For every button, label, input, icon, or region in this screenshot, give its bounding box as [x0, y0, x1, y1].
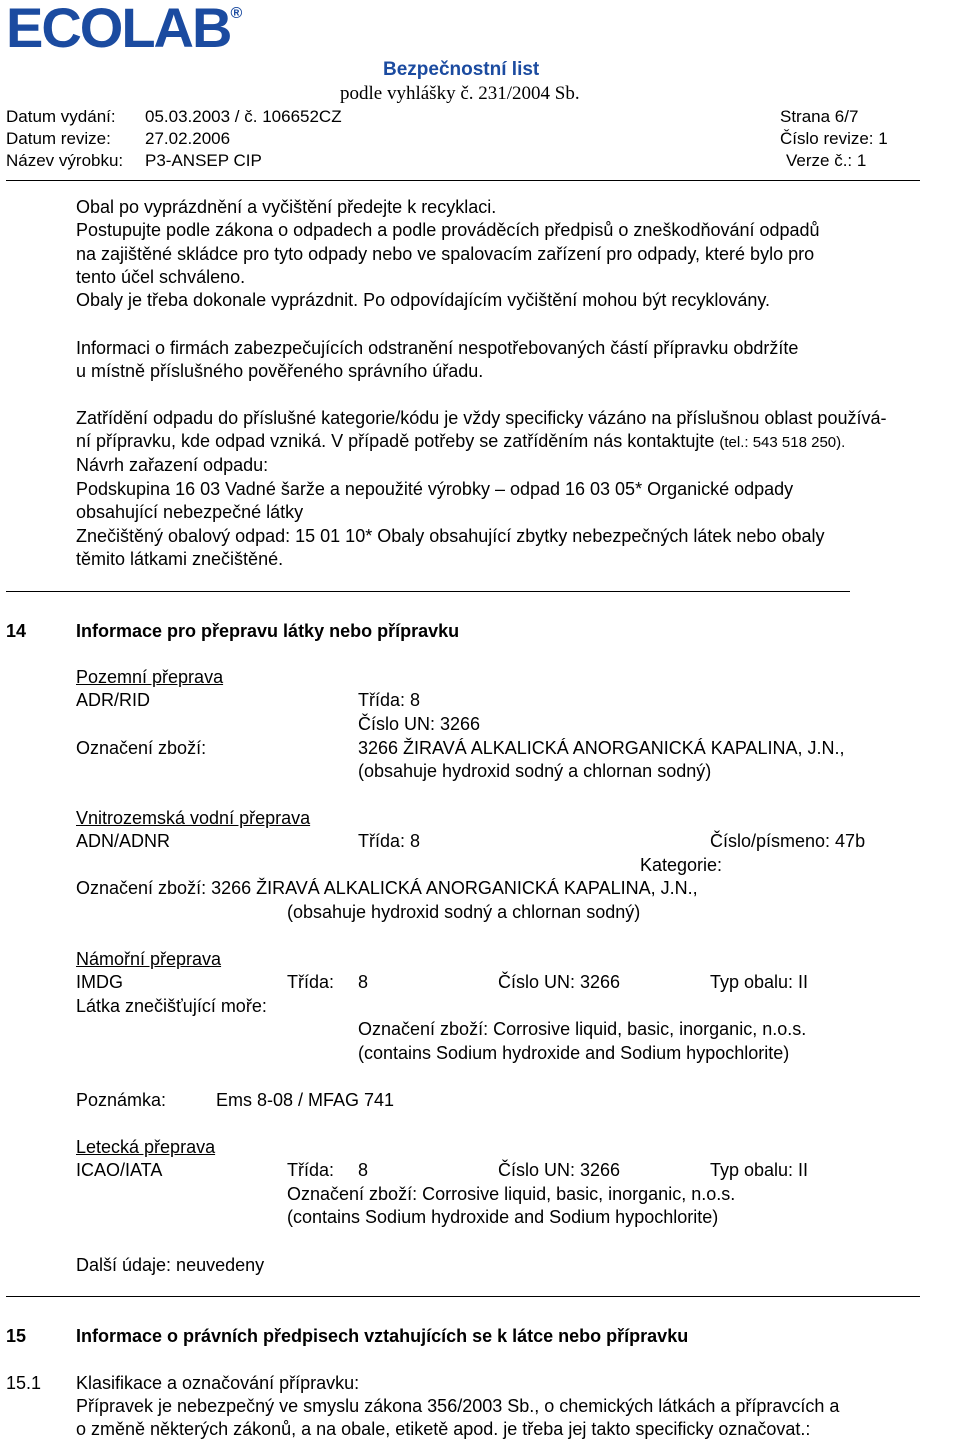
land-goods-label: Označení zboží:	[76, 738, 207, 758]
inland-category: Kategorie:	[640, 855, 723, 875]
disposal-line-3: na zajištěné skládce pro tyto odpady nebo ve spalovacím zařízení pro odpady, které bylo pro	[76, 244, 815, 264]
issue-date-label: Datum vydání:	[6, 107, 116, 126]
regulation-line-2: o změně některých zákonů, a na obale, etiketě apod. je třeba jej takto specificky označovat.:	[76, 1419, 811, 1439]
section-15-title: Informace o právních předpisech vztahujících se k látce nebo přípravku	[76, 1326, 689, 1346]
inland-code: ADN/ADNR	[76, 831, 171, 851]
section-14-number: 14	[6, 621, 27, 641]
regulation-line-1: Přípravek je nebezpečný ve smyslu zákona 356/2003 Sb., o chemických látkách a přípravcích a	[76, 1396, 840, 1416]
info-line-2: u místně příslušného pověřeného správního úřadu.	[76, 361, 484, 381]
sea-transport-heading: Námořní přeprava	[76, 949, 222, 969]
registered-mark: ®	[230, 5, 241, 22]
sea-un: Číslo UN: 3266	[498, 972, 621, 992]
inland-goods-2: (obsahuje hydroxid sodný a chlornan sodný)	[287, 902, 641, 922]
sea-pollutant: Látka znečišťující moře:	[76, 996, 267, 1016]
sea-code: IMDG	[76, 972, 123, 992]
product-name-label: Název výrobku:	[6, 151, 124, 170]
inland-goods: Označení zboží: 3266 ŽIRAVÁ ALKALICKÁ ANORGANICKÁ KAPALINA, J.N.,	[76, 878, 698, 898]
other-info: Další údaje: neuvedeny	[76, 1255, 265, 1275]
revision-date-label: Datum revize:	[6, 129, 111, 148]
page-number: Strana 6/7	[780, 107, 859, 126]
inland-letter: Číslo/písmeno: 47b	[710, 831, 866, 851]
disposal-line-5: Obaly je třeba dokonale vyprázdnit. Po odpovídajícím vyčištění mohou být recyklovány.	[76, 290, 771, 310]
document-subtitle: podle vyhlášky č. 231/2004 Sb.	[340, 83, 580, 104]
issue-date-value: 05.03.2003 / č. 106652CZ	[145, 107, 342, 126]
land-un: Číslo UN: 3266	[358, 714, 481, 734]
proposal-line-4: těmito látkami znečištěné.	[76, 549, 284, 569]
air-class-value: 8	[358, 1160, 369, 1180]
sea-goods: Označení zboží: Corrosive liquid, basic, inorganic, n.o.s.	[358, 1019, 807, 1039]
inland-class: Třída: 8	[358, 831, 421, 851]
classification-line-1: Zatřídění odpadu do příslušné kategorie/kódu je vždy specificky vázáno na příslušnou oblast používá-	[76, 408, 887, 428]
proposal-line-3: Znečištěný obalový odpad: 15 01 10* Obaly obsahující zbytky nebezpečných látek nebo obaly	[76, 526, 825, 546]
note-label: Poznámka:	[76, 1090, 167, 1110]
revision-number: Číslo revize: 1	[780, 129, 888, 148]
header-divider	[6, 180, 920, 181]
info-line-1: Informaci o firmách zabezpečujících odstranění nespotřebovaných částí přípravku obdržíte	[76, 338, 799, 358]
land-class: Třída: 8	[358, 690, 421, 710]
sea-goods-2: (contains Sodium hydroxide and Sodium hypochlorite)	[358, 1043, 790, 1063]
section-13-divider	[6, 591, 850, 592]
disposal-line-2: Postupujte podle zákona o odpadech a podle prováděcích předpisů o zneškodňování odpadů	[76, 220, 820, 240]
classification-line-2-text: ní přípravku, kde odpad vzniká. V případě potřeby se zatříděním nás kontaktujte	[76, 431, 720, 451]
revision-date-value: 27.02.2006	[145, 129, 231, 148]
air-goods: Označení zboží: Corrosive liquid, basic, inorganic, n.o.s.	[287, 1184, 736, 1204]
air-goods-2: (contains Sodium hydroxide and Sodium hypochlorite)	[287, 1207, 719, 1227]
sea-pack: Typ obalu: II	[710, 972, 809, 992]
land-transport-heading: Pozemní přeprava	[76, 667, 224, 687]
air-transport-heading: Letecká přeprava	[76, 1137, 216, 1157]
proposal-line-2: obsahující nebezpečné látky	[76, 502, 304, 522]
subsection-15-1-title: Klasifikace a označování přípravku:	[76, 1373, 360, 1393]
land-code: ADR/RID	[76, 690, 151, 710]
proposal-label: Návrh zařazení odpadu:	[76, 455, 269, 475]
subsection-15-1-number: 15.1	[6, 1373, 42, 1393]
section-15-number: 15	[6, 1326, 27, 1346]
land-goods-value-2: (obsahuje hydroxid sodný a chlornan sodný)	[358, 761, 712, 781]
product-name-value: P3-ANSEP CIP	[145, 151, 262, 170]
note-value: Ems 8-08 / MFAG 741	[216, 1090, 395, 1110]
sea-class-value: 8	[358, 972, 369, 992]
document-title: Bezpečnostní list	[383, 59, 540, 80]
contact-phone: (tel.: 543 518 250).	[719, 434, 846, 451]
sea-class-label: Třída:	[287, 972, 335, 992]
air-pack: Typ obalu: II	[710, 1160, 809, 1180]
section-14-title: Informace pro přepravu látky nebo přípravku	[76, 621, 460, 641]
ecolab-logo	[6, 0, 241, 59]
proposal-line-1: Podskupina 16 03 Vadné šarže a nepoužité výrobky – odpad 16 03 05* Organické odpady	[76, 479, 794, 499]
disposal-line-1: Obal po vyprázdnění a vyčištění předejte k recyklaci.	[76, 197, 497, 217]
classification-line-2	[76, 432, 845, 450]
inland-transport-heading: Vnitrozemská vodní přeprava	[76, 808, 311, 828]
air-code: ICAO/IATA	[76, 1160, 163, 1180]
land-goods-value: 3266 ŽIRAVÁ ALKALICKÁ ANORGANICKÁ KAPALINA, J.N.,	[358, 738, 845, 758]
version-number: Verze č.: 1	[786, 151, 867, 170]
disposal-line-4: tento účel schváleno.	[76, 267, 246, 287]
logo-text: ECOLAB	[6, 0, 231, 59]
section-14-divider	[6, 1296, 920, 1297]
air-class-label: Třída:	[287, 1160, 335, 1180]
air-un: Číslo UN: 3266	[498, 1160, 621, 1180]
